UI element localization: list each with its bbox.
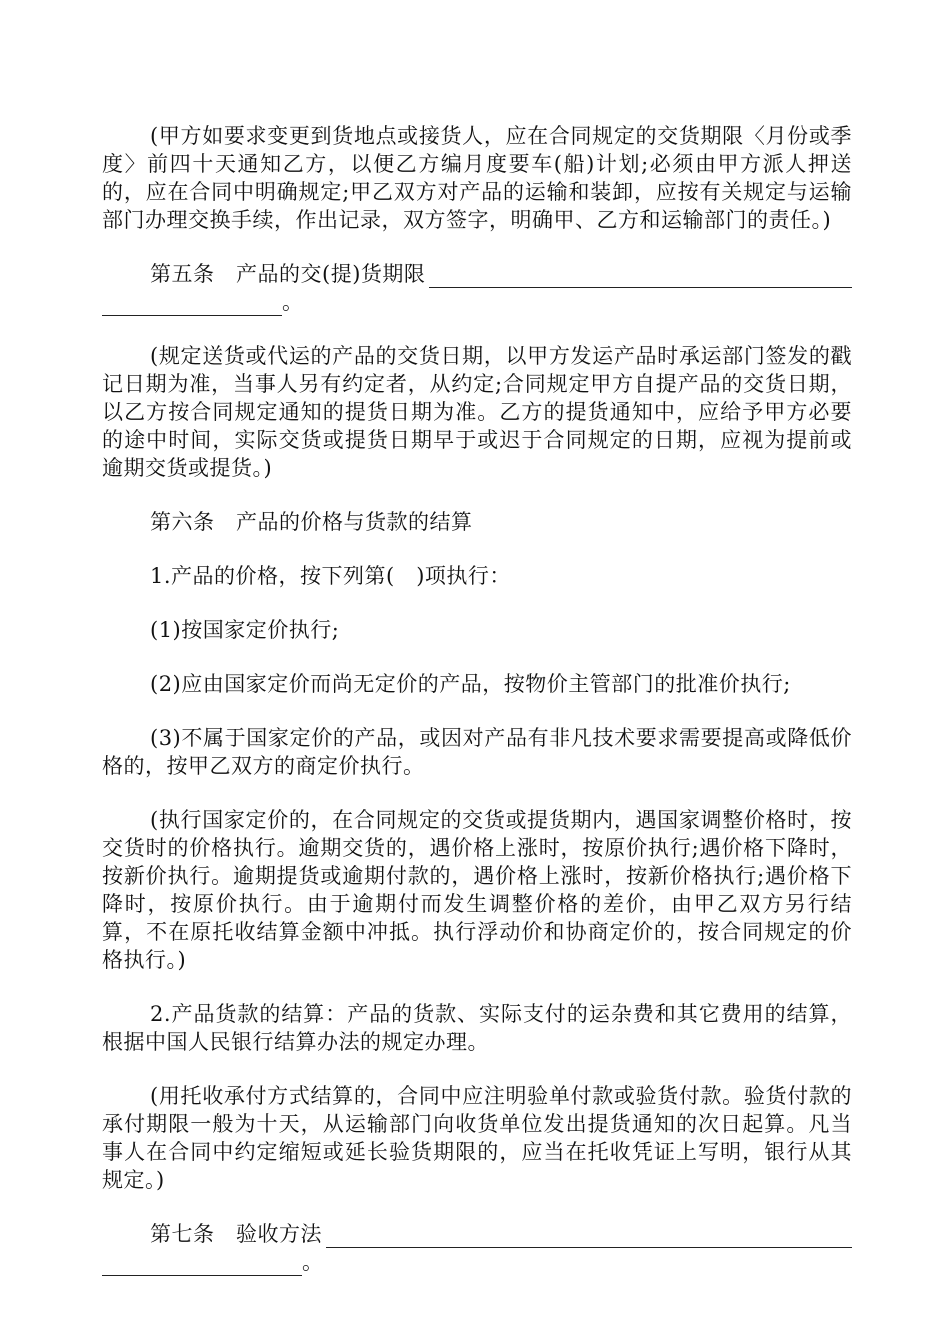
- paragraph-delivery-change-note: (甲方如要求变更到货地点或接货人，应在合同规定的交货期限〈月份或季度〉前四十天通知乙方，以便乙方编月度要车(船)计划;必须由甲方派人押送的，应在合同中明确规定;甲乙双方对产品的运输和装卸，应按有关规定与运输部门办理交换手续，作出记录，双方签字，明确甲、乙方和运输部门的责任。): [102, 124, 852, 232]
- article-7-continuation: [102, 1248, 852, 1276]
- sub-item-2: (2)应由国家定价而尚无定价的产品，按物价主管部门的批准价执行;: [150, 672, 791, 696]
- article-5-label: 第五条 产品的交(提)货期限: [150, 262, 426, 286]
- item-2-settlement: 2.产品货款的结算：产品的货款、实际支付的运杂费和其它费用的结算，根据中国人民银行结算办法的规定办理。: [102, 1002, 852, 1054]
- article-6-heading: 第六条 产品的价格与货款的结算: [150, 510, 473, 534]
- article-7-label: 第七条 验收方法: [150, 1222, 322, 1246]
- paragraph-delivery-date-note: (规定送货或代运的产品的交货日期，以甲方发运产品时承运部门签发的戳记日期为准，当事人另有约定者，从约定;合同规定甲方自提产品的交货日期，以乙方按合同规定通知的提货日期为准。乙方的提货通知中，应给予甲方必要的途中时间，实际交货或提货日期早于或迟于合同规定的日期，应视为提前或逾期交货或提货。): [102, 344, 852, 480]
- sub-item-1: (1)按国家定价执行;: [150, 618, 340, 642]
- article-5-period: 。: [282, 290, 303, 314]
- article-5-blank-line: [429, 265, 852, 288]
- document-page: [102, 122, 852, 1302]
- article-7-blank-line: [326, 1225, 852, 1248]
- article-7-blank-line-2: [102, 1253, 302, 1276]
- article-5-heading: [102, 260, 852, 288]
- item-1-price: 1.产品的价格，按下列第( )项执行：: [150, 564, 511, 588]
- article-7-heading: [102, 1220, 852, 1248]
- paragraph-price-adjustment-note: (执行国家定价的，在合同规定的交货或提货期内，遇国家调整价格时，按交货时的价格执行。逾期交货的，遇价格上涨时，按原价执行;遇价格下降时，按新价执行。逾期提货或逾期付款的，遇价格上涨时，按新价格执行;遇价格下降时，按原价执行。由于逾期付而发生调整价格的差价，由甲乙双方另行结算，不在原托收结算金额中冲抵。执行浮动价和协商定价的，按合同规定的价格执行。): [102, 808, 852, 972]
- article-7-period: 。: [302, 1250, 323, 1274]
- paragraph-collection-note: (用托收承付方式结算的，合同中应注明验单付款或验货付款。验货付款的承付期限一般为十天，从运输部门向收货单位发出提货通知的次日起算。凡当事人在合同中约定缩短或延长验货期限的，应当在托收凭证上写明，银行从其规定。): [102, 1084, 852, 1192]
- article-5-continuation: [102, 288, 852, 316]
- article-5-blank-line-2: [102, 293, 282, 316]
- sub-item-3: (3)不属于国家定价的产品，或因对产品有非凡技术要求需要提高或降低价格的，按甲乙双方的商定价执行。: [102, 726, 852, 778]
